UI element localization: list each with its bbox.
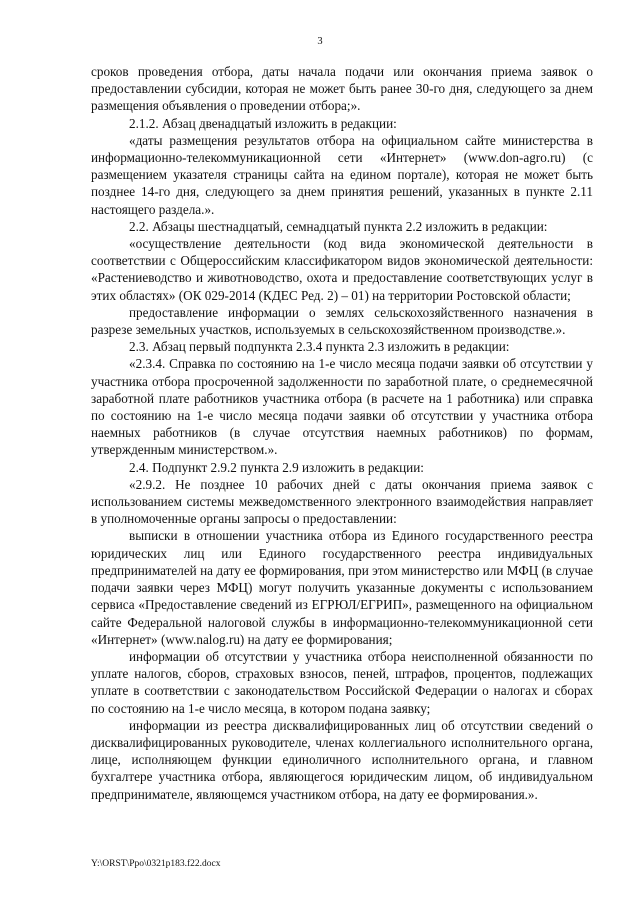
paragraph-12: информации об отсутствии у участника отбора неисполненной обязанности по уплате налогов, сборов, страховых взносов, пеней, штрафов, процентов, подлежащих уплате в соответствии с законодательством Российской Федерации о налогах и сборах по состоянию на 1-е число месяца, в котором подана заявку; xyxy=(91,648,593,716)
paragraph-3: «даты размещения результатов отбора на официальном сайте министерства в информационно-телекоммуникационной сети «Интернет» (www.don-agro.ru) (с размещением указателя страницы сайта на едином портале), которая не может быть позднее 14-го дня, следующего за днем принятия решений, указанных в пункте 2.11 настоящего раздела.». xyxy=(91,132,593,217)
paragraph-7: 2.3. Абзац первый подпункта 2.3.4 пункта 2.3 изложить в редакции: xyxy=(129,339,510,355)
paragraph-11: выписки в отношении участника отбора из Единого государственного реестра юридических лиц или Единого государственного реестра индивидуальных предпринимателей на дату ее формирования, при этом министерство или МФЦ (в случае подачи заявки через МФЦ) могут получить указанные документы с использованием сервиса «Предоставление сведений из ЕГРЮЛ/ЕГРИП», размещенного на официальном сайте Федеральной налоговой службы в информационно-телекоммуникационной сети «Интернет» (www.nalog.ru) на дату ее формирования; xyxy=(91,528,593,647)
paragraph-10: «2.9.2. Не позднее 10 рабочих дней с даты окончания приема заявок с использованием системы межведомственного электронного взаимодействия направляет в уполномоченные органы запросы о предоставлении: xyxy=(91,476,593,527)
paragraph-4: 2.2. Абзацы шестнадцатый, семнадцатый пункта 2.2 изложить в редакции: xyxy=(129,218,548,234)
page-number: 3 xyxy=(317,36,323,47)
paragraph-1: сроков проведения отбора, даты начала подачи или окончания приема заявок о предоставлении субсидии, которая не может быть ранее 30-го дня, следующего за днем размещения объявления о проведении отбора;». xyxy=(91,64,593,114)
paragraph-8: «2.3.4. Справка по состоянию на 1-е число месяца подачи заявки об отсутствии у участника отбора просроченной задолженности по заработной плате, о среднемесячной заработной плате работников участника отбора (в расчете на 1 работника) или справка по состоянию на 1-е число месяца подачи заявки об отсутствии у участника отбора наемных работников (в случае отсутствия наемных работников) по формам, утвержденным министерством.». xyxy=(91,356,593,458)
paragraph-6: предоставление информации о землях сельскохозяйственного назначения в разрезе земельных участков, используемых в сельскохозяйственном производстве.». xyxy=(91,304,593,338)
document-body xyxy=(91,63,593,803)
paragraph-13: информации из реестра дисквалифицированных лиц об отсутствии сведений о дисквалифицированных руководителе, членах коллегиального исполнительного органа, лице, исполняющем функции единоличного исполнительного органа, и главном бухгалтере участника отбора, являющегося юридическим лицом, об индивидуальном предпринимателе, являющемся участником отбора, на дату ее формирования.». xyxy=(91,717,593,802)
footer-file-path: Y:\ORST\Ppo\0321p183.f22.docx xyxy=(91,859,221,869)
paragraph-2: 2.1.2. Абзац двенадцатый изложить в редакции: xyxy=(129,115,397,131)
paragraph-5: «осуществление деятельности (код вида экономической деятельности в соответствии с Общероссийским классификатором видов экономической деятельности: «Растениеводство и животноводство, охота и предоставление соответствующих услуг в этих областях» (ОК 029-2014 (КДЕС Ред. 2) – 01) на территории Ростовской области; xyxy=(91,236,593,303)
paragraph-9: 2.4. Подпункт 2.9.2 пункта 2.9 изложить в редакции: xyxy=(129,459,424,475)
